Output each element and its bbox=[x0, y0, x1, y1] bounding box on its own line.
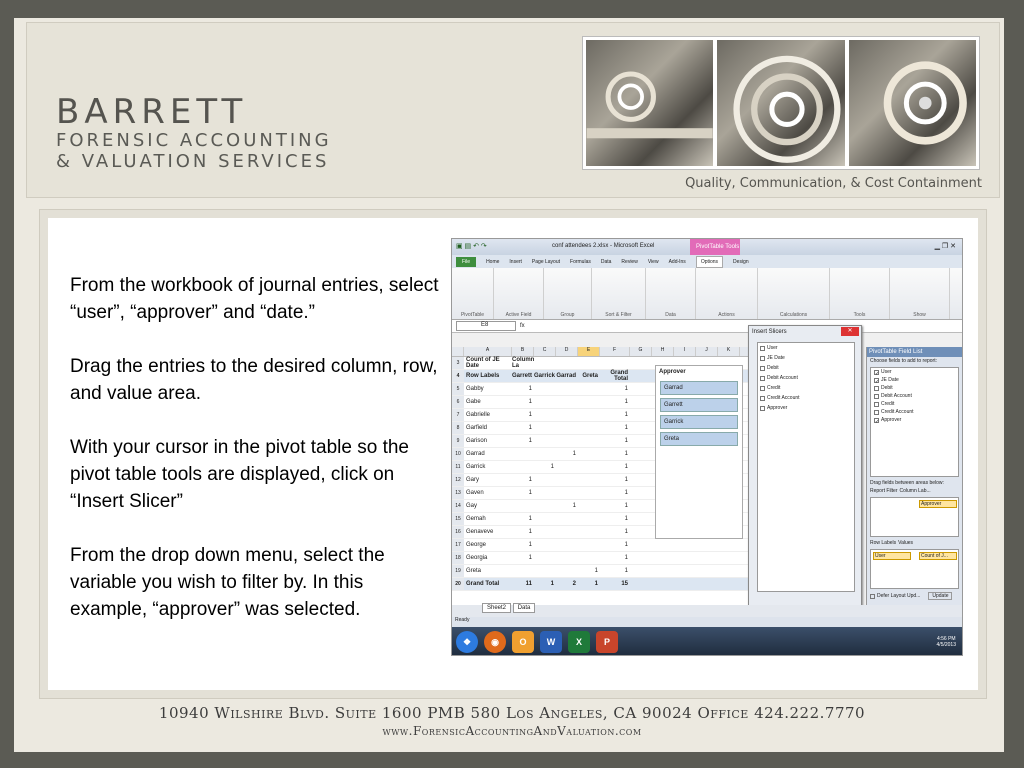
firefox-icon[interactable]: ◉ bbox=[484, 631, 506, 653]
update-button[interactable]: Update bbox=[928, 592, 952, 600]
instructions bbox=[70, 272, 440, 650]
field-item[interactable]: Credit Account bbox=[871, 408, 958, 416]
brand-subtitle-1: FORENSIC ACCOUNTING bbox=[56, 130, 332, 151]
table-row[interactable]: 7 Gabrielle 1 1 bbox=[452, 409, 752, 422]
tab-add-ins[interactable]: Add-Ins bbox=[668, 258, 686, 265]
table-row[interactable]: 14 Gay 1 1 bbox=[452, 500, 752, 513]
excel-icon[interactable]: X bbox=[568, 631, 590, 653]
field-item[interactable]: ✓ Approver bbox=[875, 417, 902, 425]
row-values-area[interactable] bbox=[870, 549, 959, 589]
excel-title: conf attendees 2.xlsx - Microsoft Excel bbox=[552, 243, 655, 249]
field-list-instruction: Choose fields to add to report: bbox=[870, 358, 937, 364]
powerpoint-icon[interactable]: P bbox=[596, 631, 618, 653]
table-row[interactable]: 20 Grand Total 11 1 2 1 15 bbox=[452, 578, 752, 591]
table-row[interactable]: 18 Georgia 1 1 bbox=[452, 552, 752, 565]
architecture-photos bbox=[582, 36, 980, 170]
dialog-title: Insert Slicers bbox=[752, 329, 787, 335]
ribbon-group-actions[interactable]: Actions bbox=[696, 268, 758, 319]
list-item[interactable]: Approver bbox=[758, 403, 854, 413]
sheet-tab[interactable]: Sheet2 bbox=[482, 603, 511, 613]
approver-slicer[interactable] bbox=[655, 365, 743, 539]
footer-website: www.ForensicAccountingAndValuation.com bbox=[382, 724, 642, 738]
ribbon-group-pivottable[interactable]: PivotTable bbox=[452, 268, 494, 319]
tab-view[interactable]: View bbox=[647, 258, 659, 265]
list-item[interactable]: JE Date bbox=[758, 353, 854, 363]
value-chip[interactable]: Count of J... bbox=[919, 552, 957, 560]
ribbon-group-group[interactable]: Group bbox=[544, 268, 592, 319]
brand-logo bbox=[56, 92, 332, 172]
formula-bar bbox=[452, 320, 962, 333]
ribbon-group-tools[interactable]: Tools bbox=[830, 268, 890, 319]
close-icon[interactable]: ✕ bbox=[841, 327, 859, 336]
field-item[interactable]: Credit bbox=[871, 400, 958, 408]
table-row[interactable]: 17 George 1 1 bbox=[452, 539, 752, 552]
tab-data[interactable]: Data bbox=[600, 258, 612, 265]
tab-page-layout[interactable]: Page Layout bbox=[531, 258, 561, 265]
slicer-title: Approver bbox=[659, 369, 686, 375]
clock: 4:56 PM 4/5/2013 bbox=[936, 636, 956, 648]
list-item[interactable]: User bbox=[758, 343, 854, 353]
row-chip[interactable]: User bbox=[873, 552, 911, 560]
table-row[interactable]: 8 Garfield 1 1 bbox=[452, 422, 752, 435]
insert-slicers-dialog bbox=[748, 325, 862, 631]
excel-screenshot bbox=[451, 238, 963, 656]
word-icon[interactable]: W bbox=[540, 631, 562, 653]
footer-address: 10940 Wilshire Blvd. Suite 1600 PMB 580 Los Angeles, CA 90024 Office 424.222.7770 bbox=[158, 704, 866, 722]
report-filter-area[interactable] bbox=[870, 497, 959, 537]
slicer-item[interactable]: Greta bbox=[660, 432, 738, 446]
volute-photo bbox=[849, 40, 976, 166]
brand-subtitle-2: & VALUATION SERVICES bbox=[56, 151, 330, 172]
column-capital-photo bbox=[586, 40, 713, 166]
list-item[interactable]: Credit Account bbox=[758, 393, 854, 403]
tab-formulas[interactable]: Formulas bbox=[570, 258, 591, 265]
table-row[interactable]: 19 Greta 1 1 bbox=[452, 565, 752, 578]
window-controls[interactable]: ▁ ❐ ✕ bbox=[934, 243, 956, 250]
tab-design[interactable]: Design bbox=[733, 258, 749, 265]
defer-row: Defer Layout Upd... Update bbox=[867, 591, 962, 601]
instruction-3: With your cursor in the pivot table so the pivot table tools are displayed, click on “Insert Slicer” bbox=[70, 437, 409, 512]
name-box[interactable]: E8 bbox=[456, 321, 516, 331]
ribbon-group-data[interactable]: Data bbox=[646, 268, 696, 319]
list-item[interactable]: Credit bbox=[758, 383, 854, 393]
taskbar bbox=[452, 627, 963, 656]
start-icon[interactable]: ❖ bbox=[456, 631, 478, 653]
area-labels: Row Labels Values bbox=[870, 540, 914, 546]
tab-file[interactable]: File bbox=[456, 257, 476, 267]
outlook-icon[interactable]: O bbox=[512, 631, 534, 653]
fx-icon[interactable]: fx bbox=[520, 323, 525, 329]
ribbon-group-show[interactable]: Show bbox=[890, 268, 950, 319]
sheet-tab[interactable]: Data bbox=[513, 603, 536, 613]
instruction-2: Drag the entries to the desired column, row, and value area. bbox=[70, 356, 438, 404]
field-item[interactable]: Debit Account bbox=[871, 392, 958, 400]
table-row[interactable]: 10 Garrad 1 1 bbox=[452, 448, 752, 461]
brand-name: BARRETT bbox=[56, 92, 248, 132]
pivot-field-list bbox=[866, 347, 962, 629]
table-row[interactable]: 13 Gaven 1 1 bbox=[452, 487, 752, 500]
list-item[interactable]: Debit Account bbox=[758, 373, 854, 383]
field-list-title: PivotTable Field List bbox=[867, 347, 962, 357]
column-headers: A B C D E F G H I J K bbox=[452, 347, 752, 357]
ribbon-tabs bbox=[452, 255, 962, 268]
area-labels: Report Filter Column Lab... bbox=[870, 488, 931, 494]
field-list-box bbox=[870, 367, 959, 477]
sheet-tabs bbox=[452, 605, 963, 617]
tab-options[interactable]: Options bbox=[696, 256, 723, 268]
slicer-item[interactable]: Garrad bbox=[660, 381, 738, 395]
table-row[interactable]: 16 Genaveve 1 1 bbox=[452, 526, 752, 539]
table-row[interactable]: 6 Gabe 1 1 bbox=[452, 396, 752, 409]
instruction-1: From the workbook of journal entries, select “user”, “approver” and “date.” bbox=[70, 275, 439, 323]
field-item[interactable]: Debit bbox=[871, 384, 958, 392]
slicer-item[interactable]: Garrick bbox=[660, 415, 738, 429]
filter-chip[interactable]: Approver bbox=[919, 500, 957, 508]
field-item[interactable]: ✓ User bbox=[875, 369, 892, 377]
footer bbox=[0, 704, 1024, 738]
table-row[interactable]: 12 Gary 1 1 bbox=[452, 474, 752, 487]
spiral-staircase-photo bbox=[717, 40, 844, 166]
list-item[interactable]: Debit bbox=[758, 363, 854, 373]
table-row[interactable]: 3 Count of JE Date Column La bbox=[452, 357, 752, 370]
table-row[interactable]: 4 Row Labels Garrett Garrick Garrad Greta Grand Total bbox=[452, 370, 752, 383]
slicer-item[interactable]: Garrett bbox=[660, 398, 738, 412]
slicer-field-list bbox=[757, 342, 855, 592]
ribbon-group-active-field[interactable]: Active Field bbox=[494, 268, 544, 319]
pivot-tools-label: PivotTable Tools bbox=[690, 239, 740, 255]
instruction-4: From the drop down menu, select the variable you wish to filter by. In this example, “approver” was selected. bbox=[70, 545, 385, 620]
field-item[interactable]: ✓ JE Date bbox=[875, 377, 899, 385]
table-row[interactable]: 9 Garison 1 1 bbox=[452, 435, 752, 448]
ribbon bbox=[452, 268, 962, 320]
drag-fields-label: Drag fields between areas below: bbox=[870, 480, 944, 486]
quick-access-icons[interactable]: ▣ ▤ ↶ ↷ bbox=[456, 243, 487, 250]
table-row[interactable]: 11 Garrick 1 1 bbox=[452, 461, 752, 474]
excel-titlebar bbox=[452, 239, 962, 255]
table-row[interactable]: 5 Gabby 1 1 bbox=[452, 383, 752, 396]
status-bar: Ready bbox=[452, 617, 963, 627]
ribbon-group-calculations[interactable]: Calculations bbox=[758, 268, 830, 319]
tagline: Quality, Communication, & Cost Containment bbox=[685, 176, 982, 191]
tab-home[interactable]: Home bbox=[486, 258, 500, 265]
ribbon-group-sort-filter[interactable]: Sort & Filter bbox=[592, 268, 646, 319]
tab-review[interactable]: Review bbox=[621, 258, 638, 265]
table-row[interactable]: 15 Gemah 1 1 bbox=[452, 513, 752, 526]
tab-insert[interactable]: Insert bbox=[509, 258, 522, 265]
